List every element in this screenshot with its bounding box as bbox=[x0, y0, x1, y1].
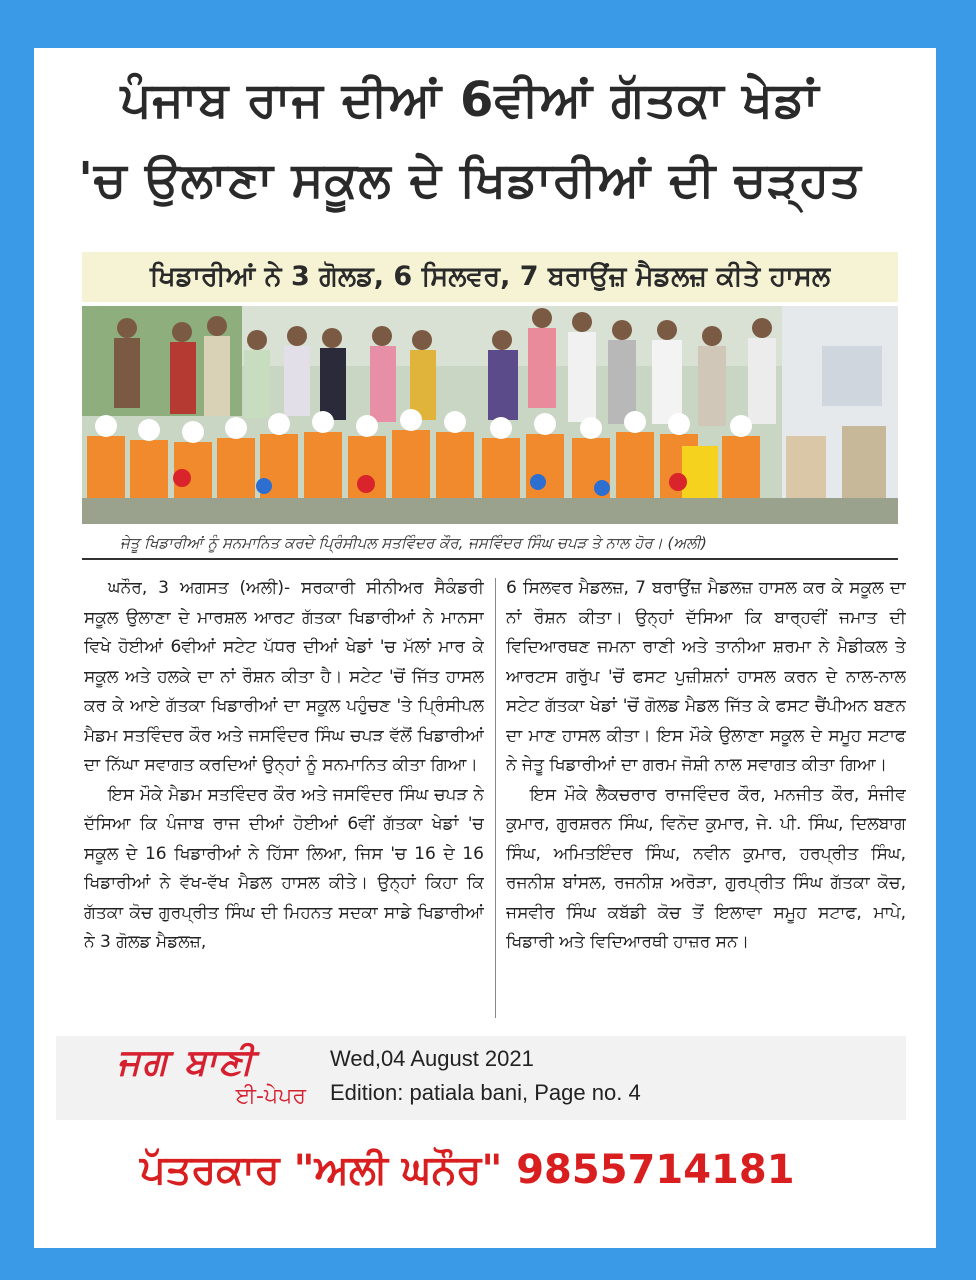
reporter-credit: ਪੱਤਰਕਾਰ "ਅਲੀ ਘਨੌਰ" 9855714181 bbox=[140, 1147, 795, 1193]
column-divider bbox=[495, 578, 496, 1018]
headline-line-1: ਪੰਜਾਬ ਰਾਜ ਦੀਆਂ 6ਵੀਆਂ ਗੱਤਕਾ ਖੇਡਾਂ bbox=[120, 72, 820, 128]
headline-line-2: 'ਚ ਉਲਾਣਾ ਸਕੂਲ ਦੇ ਖਿਡਾਰੀਆਂ ਦੀ ਚੜ੍ਹਤ bbox=[78, 152, 862, 208]
article-column-left bbox=[84, 574, 484, 1022]
article-paragraph: ਇਸ ਮੌਕੇ ਮੈਡਮ ਸਤਵਿੰਦਰ ਕੌਰ ਅਤੇ ਜਸਵਿੰਦਰ ਸਿੰਘ ਚਪੜ ਨੇ ਦੱਸਿਆ ਕਿ ਪੰਜਾਬ ਰਾਜ ਦੀਆਂ ਹੋਈਆਂ 6ਵੀਂ ਗੱਤਕਾ ਖੇਡਾਂ 'ਚ ਸਕੂਲ ਦੇ 16 ਖਿਡਾਰੀਆਂ ਨੇ ਹਿੱਸਾ ਲਿਆ, ਜਿਸ 'ਚ 16 ਦੇ 16 ਖਿਡਾਰੀਆਂ ਨੇ ਵੱਖ-ਵੱਖ ਮੈਡਲ ਹਾਸਲ ਕੀਤੇ। ਉਨ੍ਹਾਂ ਕਿਹਾ ਕਿ ਗੱਤਕਾ ਕੋਚ ਗੁਰਪ੍ਰੀਤ ਸਿੰਘ ਦੀ ਮਿਹਨਤ ਸਦਕਾ ਸਾਡੇ ਖਿਡਾਰੀਆਂ ਨੇ 3 ਗੋਲਡ ਮੈਡਲਜ਼, bbox=[84, 784, 484, 952]
edition-date: Wed,04 August 2021 bbox=[330, 1046, 534, 1071]
epaper-label: ਈ-ਪੇਪਰ bbox=[235, 1084, 306, 1109]
article-paragraph: ਘਨੌਰ, 3 ਅਗਸਤ (ਅਲੀ)- ਸਰਕਾਰੀ ਸੀਨੀਅਰ ਸੈਕੰਡਰੀ ਸਕੂਲ ਉਲਾਣਾ ਦੇ ਮਾਰਸ਼ਲ ਆਰਟ ਗੱਤਕਾ ਖਿਡਾਰੀਆਂ ਨੇ ਮਾਨਸਾ ਵਿਖੇ ਹੋਈਆਂ 6ਵੀਆਂ ਸਟੇਟ ਪੱਧਰ ਦੀਆਂ ਖੇਡਾਂ 'ਚ ਮੱਲਾਂ ਮਾਰ ਕੇ ਸਕੂਲ ਅਤੇ ਹਲਕੇ ਦਾ ਨਾਂ ਰੌਸ਼ਨ ਕੀਤਾ ਹੈ। ਸਟੇਟ 'ਚੋਂ ਜਿੱਤ ਹਾਸਲ ਕਰ ਕੇ ਆਏ ਗੱਤਕਾ ਖਿਡਾਰੀਆਂ ਦਾ ਸਕੂਲ ਪਹੁੰਚਣ 'ਤੇ ਪ੍ਰਿੰਸੀਪਲ ਮੈਡਮ ਸਤਵਿੰਦਰ ਕੌਰ ਅਤੇ ਜਸਵਿੰਦਰ ਸਿੰਘ ਚਪੜ ਵੱਲੋਂ ਖਿਡਾਰੀਆਂ ਦਾ ਨਿੱਘਾ ਸਵਾਗਤ ਕਰਦਿਆਂ ਉਨ੍ਹਾਂ ਨੂੰ ਸਨਮਾਨਿਤ ਕੀਤਾ ਗਿਆ। bbox=[84, 578, 484, 775]
edition-info: Edition: patiala bani, Page no. 4 bbox=[330, 1080, 641, 1105]
article-paragraph: ਇਸ ਮੌਕੇ ਲੈਕਚਰਾਰ ਰਾਜਵਿੰਦਰ ਕੌਰ, ਮਨਜੀਤ ਕੌਰ, ਸੰਜੀਵ ਕੁਮਾਰ, ਗੁਰਸ਼ਰਨ ਸਿੰਘ, ਵਿਨੋਦ ਕੁਮਾਰ, ਜੇ. ਪੀ. ਸਿੰਘ, ਦਿਲਬਾਗ ਸਿੰਘ, ਅਮਿਤਇੰਦਰ ਸਿੰਘ, ਨਵੀਨ ਕੁਮਾਰ, ਹਰਪ੍ਰੀਤ ਸਿੰਘ, ਰਜਨੀਸ਼ ਬਾਂਸਲ, ਰਜਨੀਸ਼ ਅਰੋੜਾ, ਗੁਰਪ੍ਰੀਤ ਸਿੰਘ ਗੱਤਕਾ ਕੋਚ, ਜਸਵੀਰ ਸਿੰਘ ਕਬੱਡੀ ਕੋਚ ਤੋਂ ਇਲਾਵਾ ਸਮੂਹ ਸਟਾਫ, ਮਾਪੇ, ਖਿਡਾਰੀ ਅਤੇ ਵਿਦਿਆਰਥੀ ਹਾਜ਼ਰ ਸਨ। bbox=[506, 784, 906, 952]
caption-rule bbox=[82, 558, 898, 560]
photo-caption: ਜੇਤੂ ਖਿਡਾਰੀਆਂ ਨੂੰ ਸਨਮਾਨਿਤ ਕਰਦੇ ਪ੍ਰਿੰਸੀਪਲ ਸਤਵਿੰਦਰ ਕੌਰ, ਜਸਵਿੰਦਰ ਸਿੰਘ ਚਪੜ ਤੇ ਨਾਲ ਹੋਰ। (ਅਲੀ) bbox=[120, 534, 707, 552]
group-photo-illustration bbox=[82, 306, 898, 524]
article-column-right bbox=[506, 574, 906, 1022]
article-paragraph: 6 ਸਿਲਵਰ ਮੈਡਲਜ਼, 7 ਬਰਾਉਂਜ਼ ਮੈਡਲਜ਼ ਹਾਸਲ ਕਰ ਕੇ ਸਕੂਲ ਦਾ ਨਾਂ ਰੌਸ਼ਨ ਕੀਤਾ। ਉਨ੍ਹਾਂ ਦੱਸਿਆ ਕਿ ਬਾਰ੍ਹਵੀਂ ਜਮਾਤ ਦੀ ਵਿਦਿਆਰਥਣ ਜਮਨਾ ਰਾਣੀ ਅਤੇ ਤਾਨੀਆ ਸ਼ਰਮਾ ਨੇ ਮੈਡੀਕਲ ਤੇ ਆਰਟਸ ਗਰੁੱਪ 'ਚੋਂ ਫਸਟ ਪੁਜ਼ੀਸ਼ਨਾਂ ਹਾਸਲ ਕਰਨ ਦੇ ਨਾਲ-ਨਾਲ ਸਟੇਟ ਗੱਤਕਾ ਖੇਡਾਂ 'ਚੋਂ ਗੋਲਡ ਮੈਡਲ ਜਿੱਤ ਕੇ ਫਸਟ ਚੈਂਪੀਅਨ ਬਣਨ ਦਾ ਮਾਣ ਹਾਸਲ ਕੀਤਾ। ਇਸ ਮੌਕੇ ਉਲਾਣਾ ਸਕੂਲ ਦੇ ਸਮੂਹ ਸਟਾਫ ਨੇ ਜੇਤੂ ਖਿਡਾਰੀਆਂ ਦਾ ਗਰਮ ਜੋਸ਼ੀ ਨਾਲ ਸਵਾਗਤ ਕੀਤਾ ਗਿਆ। bbox=[506, 578, 906, 775]
news-photo bbox=[82, 306, 898, 524]
jagbani-logo: ਜਗ ਬਾਣੀ bbox=[116, 1041, 256, 1083]
subheadline: ਖਿਡਾਰੀਆਂ ਨੇ 3 ਗੋਲਡ, 6 ਸਿਲਵਰ, 7 ਬਰਾਉਂਜ਼ ਮੈਡਲਜ਼ ਕੀਤੇ ਹਾਸਲ bbox=[82, 252, 898, 302]
